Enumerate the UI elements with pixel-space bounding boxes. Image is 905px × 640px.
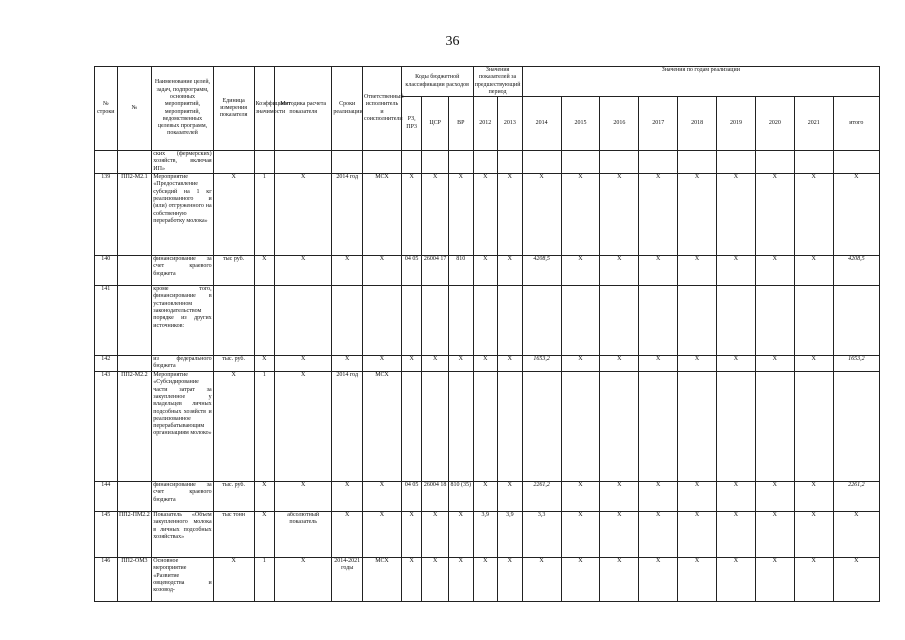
cell-2013: X [498,174,523,256]
row-number: 141 [95,286,118,356]
cell-2018: X [678,558,717,602]
cell-2021: X [794,356,833,372]
cell-rz: X [401,512,421,558]
cell-method: X [275,372,332,482]
header-rz: РЗ, ПР3 [401,97,421,151]
cell-csr: X [422,558,449,602]
cell-period: X [332,256,363,286]
header-year-2020: 2020 [755,97,794,151]
header-executor: Ответственный исполнитель и соисполнители [363,67,402,151]
cell-2017: X [639,356,678,372]
cell-2020: X [755,256,794,286]
cell-2019: X [717,558,756,602]
header-year-2013: 2013 [498,97,523,151]
cell-2013: X [498,558,523,602]
cell-2015: X [561,174,600,256]
cell-2020: X [755,558,794,602]
cell-period: 2014 год [332,174,363,256]
cell-2015: X [561,512,600,558]
cell-2021: X [794,256,833,286]
table-row [95,558,880,602]
cell-2016: X [600,512,639,558]
cell-method: X [275,482,332,512]
row-number: 144 [95,482,118,512]
cell-period: 2014-2021 годы [332,558,363,602]
indicator-table [94,66,880,602]
cell-csr: X [422,356,449,372]
cell-2013: 3,9 [498,512,523,558]
row-number: 140 [95,256,118,286]
cell-2019: X [717,512,756,558]
cell-2018: X [678,512,717,558]
cell-2016: X [600,256,639,286]
cell-total: X [833,558,879,602]
header-budget-codes: Коды бюджетной классификации расходов [401,67,473,97]
cell-rz: X [401,174,421,256]
cell-period: X [332,482,363,512]
row-number: 145 [95,512,118,558]
cell-coefficient: X [254,482,274,512]
page-number: 36 [445,34,460,49]
row-name: ских (фермерских) хозяйств, включая ИП» [153,151,212,172]
cell-2020: X [755,356,794,372]
cell-total: X [833,174,879,256]
cell-2017: X [639,482,678,512]
cell-2014: 1653,2 [522,356,561,372]
table-row [95,482,880,512]
cell-2020: X [755,512,794,558]
cell-2018: X [678,356,717,372]
cell-unit: тыс. руб. [213,482,254,512]
cell-2014: 2261,2 [522,482,561,512]
cell-2019: X [717,482,756,512]
row-code: ПП2-М2.2 [117,372,152,482]
cell-2017: X [639,256,678,286]
cell-rz: X [401,356,421,372]
cell-2018: X [678,174,717,256]
header-number: № [117,67,152,151]
row-name: финансирование за счет краевого бюджета [152,256,213,286]
header-year-2012: 2012 [473,97,498,151]
cell-method: абсолютный показатель [275,512,332,558]
row-name: финансирование за счет краевого бюджета [152,482,213,512]
cell-executor: МСХ [363,372,402,482]
cell-period: X [332,512,363,558]
cell-executor: МСХ [363,558,402,602]
cell-unit: тыс. руб. [213,356,254,372]
cell-executor: X [363,512,402,558]
row-code: ПП2-М2.1 [117,174,152,256]
table-row [95,286,880,356]
header-coefficient: Коэффициент значимости [254,67,274,151]
cell-method: X [275,256,332,286]
row-name: Мероприятие «Предоставление субсидий на 1 кг реализованного и (или) отгруженного на собственную переработку молока» [152,174,213,256]
cell-2016: X [600,174,639,256]
cell-unit: тыс руб. [213,256,254,286]
header-year-2021: 2021 [794,97,833,151]
row-code [117,256,152,286]
cell-vr: 810 [448,256,473,286]
cell-rz: 04 05 [401,482,421,512]
cell-2014: X [522,174,561,256]
header-year-2014: 2014 [522,97,561,151]
cell-2013: X [498,482,523,512]
cell-coefficient: X [254,356,274,372]
table-row [95,256,880,286]
cell-coefficient: 1 [254,558,274,602]
header-name: Наименование целей, задач, подпрограмм, основных мероприятий, мероприятий, ведомственных целевых программ, показателей [152,67,213,151]
header-year-2015: 2015 [561,97,600,151]
cell-2013: X [498,256,523,286]
cell-2014: 3,3 [522,512,561,558]
cell-2015: X [561,482,600,512]
cell-unit: тыс тонн [213,512,254,558]
cell-2020: X [755,482,794,512]
cell-executor: X [363,356,402,372]
cell-total: 1653,2 [833,356,879,372]
cell-vr: X [448,356,473,372]
cell-vr: X [448,558,473,602]
cell-method: X [275,174,332,256]
row-name: Показатель «Объем закупленного молока в личных подсобных хозяйствах» [152,512,213,558]
cell-2019: X [717,356,756,372]
row-name: Мероприятие «Субсидирование части затрат за закупленное у владельцев личных подсобных хозяйств и реализованное перерабатывающим организациям молоко» [152,372,213,482]
row-number: 142 [95,356,118,372]
cell-2013: X [498,356,523,372]
cell-2012: X [473,256,498,286]
cell-period: 2014 год [332,372,363,482]
cell-vr: X [448,174,473,256]
row-number: 143 [95,372,118,482]
cell-2019: X [717,174,756,256]
cell-csr: 26004 17 [422,256,449,286]
header-unit: Единица измерения показателя [213,67,254,151]
cell-csr: 26004 18 [422,482,449,512]
cell-vr: 810 (35) [448,482,473,512]
header-year-2017: 2017 [639,97,678,151]
cell-vr: X [448,512,473,558]
cell-2015: X [561,558,600,602]
cell-2012: X [473,558,498,602]
cell-2012: X [473,482,498,512]
cell-2016: X [600,356,639,372]
header-year-2018: 2018 [678,97,717,151]
cell-2012: 3,9 [473,512,498,558]
cell-2021: X [794,512,833,558]
cell-csr: X [422,512,449,558]
cell-2020: X [755,174,794,256]
cell-rz: X [401,558,421,602]
cell-2012: X [473,356,498,372]
row-name: Основное мероприятие «Развитие овцеводства и козовод- [152,558,213,602]
cell-2021: X [794,482,833,512]
cell-executor: X [363,482,402,512]
header-year-2019: 2019 [717,97,756,151]
cell-coefficient: X [254,512,274,558]
cell-unit: X [213,558,254,602]
cell-total: 2261,2 [833,482,879,512]
cell-2014: X [522,558,561,602]
cell-2016: X [600,482,639,512]
cell-2015: X [561,256,600,286]
table-row [95,356,880,372]
header-vr: ВР [448,97,473,151]
cell-coefficient: X [254,256,274,286]
header-year-2016: 2016 [600,97,639,151]
cell-period: X [332,356,363,372]
row-name: из федерального бюджета [152,356,213,372]
cell-2019: X [717,256,756,286]
cell-method: X [275,558,332,602]
cell-2017: X [639,512,678,558]
cell-coefficient: 1 [254,372,274,482]
header-total: итого [833,97,879,151]
table-row [95,512,880,558]
cell-executor: МСХ [363,174,402,256]
cell-2012: X [473,174,498,256]
row-name: кроме того, финансирование в установленном законодательством порядке из других источников: [152,286,213,356]
cell-unit: X [213,174,254,256]
table-row [95,372,880,482]
cell-2017: X [639,558,678,602]
header-method: Методика расчета показателя [275,67,332,151]
cell-2021: X [794,174,833,256]
cell-2021: X [794,558,833,602]
table-row [95,174,880,256]
cell-method: X [275,356,332,372]
header-yearly-values: Значения по годам реализации [522,67,879,97]
cell-2016: X [600,558,639,602]
cell-total: 4208,5 [833,256,879,286]
cell-total: X [833,512,879,558]
row-number: 139 [95,174,118,256]
cell-executor: X [363,256,402,286]
cell-2018: X [678,482,717,512]
cell-2018: X [678,256,717,286]
header-csr: ЦСР [422,97,449,151]
cell-rz: 04 05 [401,256,421,286]
table-row [95,151,880,174]
cell-2017: X [639,174,678,256]
cell-coefficient: 1 [254,174,274,256]
header-previous-period: Значения показателей за предшествующий период [474,67,521,95]
cell-2014: 4208,5 [522,256,561,286]
header-period: Сроки реализации [332,67,363,151]
row-code: ПП2-ОМ3 [117,558,152,602]
row-code: ПП2-ПМ2.2 [117,512,152,558]
cell-csr: X [422,174,449,256]
cell-unit: X [213,372,254,482]
row-number: 146 [95,558,118,602]
header-row-number: № строки [95,67,118,151]
cell-2015: X [561,356,600,372]
